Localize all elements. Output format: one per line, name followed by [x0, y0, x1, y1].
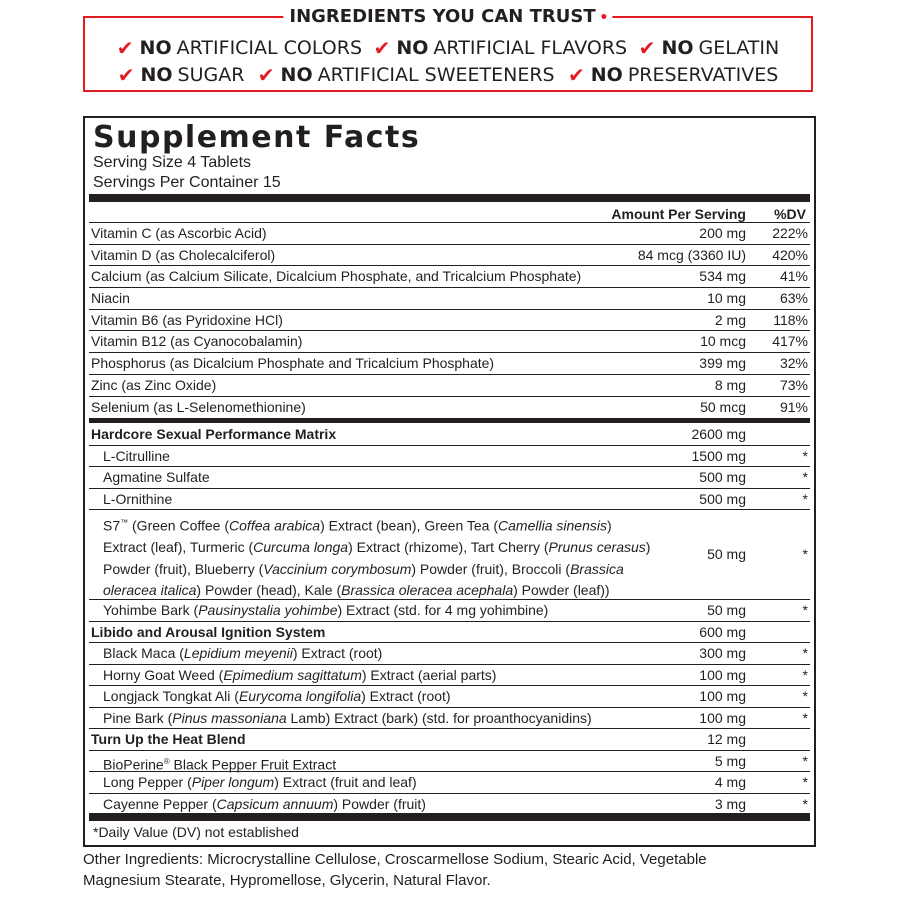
s7-text: (Green Coffee ( — [128, 517, 230, 534]
ingredient-name — [103, 665, 496, 686]
claim-no: NO — [396, 37, 429, 59]
s7-text: ) Powder (leaf)) — [513, 582, 610, 599]
ingredient-dv: * — [802, 774, 808, 790]
amount-header: Amount Per Serving — [611, 206, 746, 222]
ingredient-amount: 50 mg — [707, 546, 746, 562]
trust-title-text: INGREDIENTS YOU CAN TRUST — [289, 6, 596, 27]
ingredient-name — [103, 686, 451, 707]
ingredients-trust-box — [83, 6, 813, 92]
servings-per-container: Servings Per Container 15 — [93, 174, 281, 191]
claim-text: SUGAR — [177, 64, 245, 86]
table-row — [89, 375, 810, 397]
nutrient-dv: 417% — [772, 333, 808, 350]
ingredient-dv: * — [802, 645, 808, 661]
dv-header: %DV — [774, 206, 806, 222]
ingredient-amount: 3 mg — [714, 795, 746, 812]
blend-header-row — [89, 622, 810, 644]
ingredient-amount: 500 mg — [699, 490, 746, 507]
ingredient-text: Long Pepper ( — [103, 774, 192, 790]
ingredient-dv: * — [802, 469, 808, 485]
claim-no-gelatin — [639, 36, 780, 60]
red-dot-icon — [602, 14, 607, 19]
ingredient-name — [103, 643, 382, 664]
ingredient-amount: 100 mg — [699, 688, 746, 704]
ingredient-text: Black Maca ( — [103, 645, 184, 661]
claim-no-sugar — [118, 63, 245, 87]
ingredient-name: Agmatine Sulfate — [103, 469, 210, 485]
nutrient-amount: 10 mcg — [700, 333, 746, 350]
table-row — [89, 223, 810, 245]
ingredient-dv: * — [802, 795, 808, 812]
facts-title: Supplement Facts — [93, 120, 421, 155]
nutrient-amount: 10 mg — [707, 290, 746, 307]
s7-prefix: S7 — [103, 517, 121, 534]
table-row — [89, 643, 810, 665]
other-ingredients-line-2: Magnesium Stearate, Hypromellose, Glycerin, Natural Flavor. — [83, 872, 491, 889]
nutrient-name: Vitamin C (as Ascorbic Acid) — [91, 225, 267, 241]
ingredient-text: Pine Bark ( — [103, 709, 173, 726]
latin-name: Vaccinium corymbosum — [263, 560, 412, 577]
vitamin-rows — [89, 223, 810, 418]
nutrient-amount: 8 mg — [714, 376, 746, 393]
ingredient-text: ) Extract (root) — [292, 645, 383, 661]
supplement-facts-panel — [83, 116, 816, 847]
nutrient-name: Phosphorus (as Dicalcium Phosphate and Tricalcium Phosphate) — [91, 355, 495, 372]
s7-description — [103, 512, 663, 602]
ingredient-text: ) Extract (fruit and leaf) — [274, 774, 417, 790]
latin-name: Pinus massoniana — [172, 709, 287, 726]
table-row — [89, 489, 810, 511]
ingredient-text: Horny Goat Weed ( — [103, 666, 224, 683]
s7-text: ) Extract (bean), Green Tea ( — [320, 517, 499, 534]
claim-no-artificial-flavors — [374, 36, 628, 60]
latin-name: Brassica — [570, 560, 624, 577]
latin-name: Pausinystalia yohimbe — [198, 602, 338, 618]
claim-text: ARTIFICIAL FLAVORS — [433, 37, 628, 59]
blend-rows — [89, 424, 810, 815]
ingredient-amount: 5 mg — [714, 752, 746, 769]
ingredient-name: L-Citrulline — [103, 447, 170, 464]
ingredient-amount: 100 mg — [699, 666, 746, 683]
nutrient-name: Calcium (as Calcium Silicate, Dicalcium Phosphate, and Tricalcium Phosphate) — [91, 268, 582, 285]
blend-name: Turn Up the Heat Blend — [91, 731, 246, 747]
nutrient-name: Vitamin D (as Cholecalciferol) — [91, 246, 276, 263]
table-row — [89, 266, 810, 288]
ingredient-dv: * — [802, 709, 808, 726]
nutrient-dv: 73% — [779, 376, 808, 393]
claim-text: GELATIN — [698, 37, 780, 59]
blend-name: Hardcore Sexual Performance Matrix — [91, 426, 337, 442]
blend-header-row — [89, 729, 810, 751]
claim-no: NO — [140, 64, 173, 86]
serving-size: Serving Size 4 Tablets — [93, 154, 252, 171]
ingredient-amount: 1500 mg — [691, 447, 746, 464]
s7-text: ) — [606, 517, 612, 534]
nutrient-dv: 222% — [772, 225, 808, 241]
s7-text: ) Extract (rhizome), Tart Cherry ( — [348, 539, 549, 556]
ingredient-text: BioPerine — [103, 756, 164, 773]
checkmark-icon: ✔ — [567, 63, 585, 87]
table-row — [89, 331, 810, 353]
ingredient-text: ) Extract (std. for 4 mg yohimbine) — [337, 602, 549, 618]
latin-name: Capsicum annuum — [216, 795, 334, 812]
table-row — [89, 600, 810, 622]
blend-name: Libido and Arousal Ignition System — [91, 623, 326, 640]
claim-text: ARTIFICIAL COLORS — [176, 37, 363, 59]
ingredient-text: Lamb) Extract (bark) (std. for proanthocyanidins) — [286, 709, 592, 726]
claim-no-artificial-sweeteners — [258, 63, 555, 87]
latin-name: Eurycoma longifolia — [238, 688, 362, 704]
table-row — [89, 245, 810, 267]
ingredient-text: Yohimbe Bark ( — [103, 602, 199, 618]
claim-no: NO — [590, 64, 623, 86]
ingredient-amount: 300 mg — [699, 645, 746, 661]
nutrient-dv: 32% — [779, 355, 808, 372]
table-row — [89, 467, 810, 489]
thick-divider — [89, 194, 810, 202]
s7-text: ) Powder (head), Kale ( — [196, 582, 342, 599]
latin-name: Camellia sinensis — [498, 517, 607, 534]
ingredient-amount: 4 mg — [714, 774, 746, 790]
ingredient-text: Cayenne Pepper ( — [103, 795, 217, 812]
nutrient-amount: 2 mg — [714, 311, 746, 328]
nutrient-name: Zinc (as Zinc Oxide) — [91, 376, 217, 393]
claim-text: ARTIFICIAL SWEETENERS — [317, 64, 555, 86]
table-row — [89, 353, 810, 375]
table-row — [89, 708, 810, 730]
table-row — [89, 772, 810, 794]
table-row — [89, 310, 810, 332]
blend-amount: 600 mg — [699, 623, 746, 640]
checkmark-icon: ✔ — [257, 63, 275, 87]
s7-text: ) — [645, 539, 651, 556]
ingredient-name — [103, 600, 548, 621]
claim-no: NO — [661, 37, 694, 59]
column-header-row — [89, 202, 810, 223]
medium-divider — [89, 418, 810, 423]
nutrient-amount: 200 mg — [699, 225, 746, 241]
trust-title — [283, 6, 612, 27]
blend-header-row — [89, 424, 810, 446]
ingredient-dv: * — [802, 666, 808, 683]
ingredient-name — [103, 772, 417, 793]
table-row — [89, 397, 810, 419]
checkmark-icon: ✔ — [116, 36, 134, 60]
ingredient-dv: * — [802, 546, 808, 562]
latin-name: Lepidium meyenii — [183, 645, 293, 661]
nutrient-amount: 534 mg — [699, 268, 746, 285]
ingredient-dv: * — [802, 688, 808, 704]
other-ingredients — [83, 849, 803, 891]
claims-row-2 — [85, 63, 811, 87]
ingredient-text: ) Extract (root) — [361, 688, 451, 704]
nutrient-dv: 91% — [779, 398, 808, 415]
nutrient-dv: 63% — [779, 290, 808, 307]
ingredient-text: ) Extract (aerial parts) — [361, 666, 497, 683]
latin-name: Coffea arabica — [229, 517, 321, 534]
ingredient-amount: 100 mg — [699, 709, 746, 726]
claim-no: NO — [280, 64, 313, 86]
s7-text: ) Powder (fruit), Broccoli ( — [411, 560, 571, 577]
blend-amount: 2600 mg — [691, 426, 746, 442]
ingredient-text: ) Powder (fruit) — [333, 795, 426, 812]
latin-name: Prunus cerasus — [548, 539, 646, 556]
thick-divider — [89, 813, 810, 821]
s7-row — [89, 510, 810, 600]
latin-name: Brassica oleracea acephala — [341, 582, 514, 599]
nutrient-amount: 399 mg — [699, 355, 746, 372]
nutrient-dv: 41% — [779, 268, 808, 285]
checkmark-icon: ✔ — [638, 36, 656, 60]
other-ingredients-line-1: Other Ingredients: Microcrystalline Cellulose, Croscarmellose Sodium, Stearic Acid, Vegetable — [83, 851, 707, 868]
trademark-symbol: ™ — [120, 518, 129, 527]
nutrient-name: Niacin — [91, 290, 130, 307]
latin-name: oleracea italica — [103, 582, 197, 599]
latin-name: Piper longum — [191, 774, 275, 790]
table-row — [89, 665, 810, 687]
claim-no-preservatives — [568, 63, 778, 87]
table-row — [89, 751, 810, 773]
checkmark-icon: ✔ — [373, 36, 391, 60]
claims-row-1 — [85, 36, 811, 60]
claim-text: PRESERVATIVES — [627, 64, 779, 86]
ingredient-name: L-Ornithine — [103, 490, 173, 507]
ingredient-text: Longjack Tongkat Ali ( — [103, 688, 239, 704]
table-row — [89, 288, 810, 310]
nutrient-dv: 420% — [772, 246, 808, 263]
ingredient-amount: 50 mg — [707, 602, 746, 618]
ingredient-dv: * — [802, 752, 808, 769]
nutrient-name: Vitamin B6 (as Pyridoxine HCl) — [91, 311, 283, 328]
ingredient-dv: * — [802, 447, 808, 464]
nutrient-amount: 50 mcg — [700, 398, 746, 415]
claim-no: NO — [139, 37, 172, 59]
ingredient-text: Black Pepper Fruit Extract — [169, 756, 337, 773]
footnote: *Daily Value (DV) not established — [93, 824, 299, 840]
nutrient-amount: 84 mcg (3360 IU) — [637, 246, 746, 263]
ingredient-dv: * — [802, 490, 808, 507]
s7-text: Extract (leaf), Turmeric ( — [103, 539, 254, 556]
checkmark-icon: ✔ — [117, 63, 135, 87]
s7-text: Powder (fruit), Blueberry ( — [103, 560, 264, 577]
ingredient-name — [103, 708, 592, 729]
blend-amount: 12 mg — [707, 731, 746, 747]
ingredient-amount: 500 mg — [699, 469, 746, 485]
table-row — [89, 446, 810, 468]
ingredient-dv: * — [802, 602, 808, 618]
latin-name: Epimedium sagittatum — [223, 666, 362, 683]
nutrient-dv: 118% — [773, 311, 808, 328]
registered-symbol: ® — [163, 756, 170, 766]
table-row — [89, 794, 810, 816]
nutrient-name: Selenium (as L-Selenomethionine) — [91, 398, 306, 415]
latin-name: Curcuma longa — [253, 539, 349, 556]
nutrient-name: Vitamin B12 (as Cyanocobalamin) — [91, 333, 303, 350]
table-row — [89, 686, 810, 708]
ingredient-name — [103, 794, 426, 815]
claim-no-artificial-colors — [117, 36, 362, 60]
